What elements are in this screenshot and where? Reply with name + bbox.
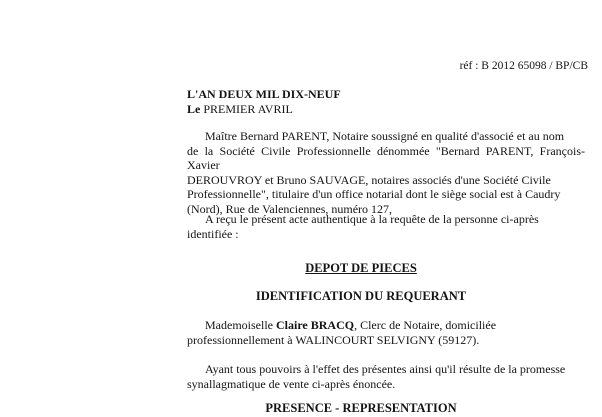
paragraph-line: synallagmatique de vente ci-après énoncée. bbox=[187, 376, 396, 391]
day-line bbox=[187, 102, 341, 117]
paragraph-line: de la Société Civile Professionnelle dénommée "Bernard PARENT, François-Xavier bbox=[187, 143, 585, 172]
notary-paragraph bbox=[187, 129, 585, 216]
day-text: PREMIER AVRIL bbox=[203, 102, 293, 116]
paragraph-line: DEROUVROY et Bruno SAUVAGE, notaires associés d'une Société Civile bbox=[187, 172, 551, 187]
requester-paragraph bbox=[187, 318, 585, 347]
paragraph-line: Ayant tous pouvoirs à l'effet des présentes ainsi qu'il résulte de la promesse bbox=[205, 362, 566, 376]
section-heading-depot: DEPOT DE PIECES bbox=[305, 261, 417, 275]
paragraph-line: Maître Bernard PARENT, Notaire soussigné en qualité d'associé et au nom bbox=[205, 129, 565, 143]
year-text: DEUX MIL DIX-NEUF bbox=[218, 87, 341, 101]
requester-details: , Clerc de Notaire, domiciliée bbox=[354, 318, 497, 332]
section-heading-identification: IDENTIFICATION DU REQUERANT bbox=[255, 289, 467, 303]
paragraph-line: A reçu le présent acte authentique à la requête de la personne ci-après bbox=[205, 212, 539, 226]
requester-name: Claire BRACQ bbox=[275, 318, 355, 332]
section-heading-presence: PRESENCE - REPRESENTATION bbox=[265, 401, 457, 415]
paragraph-line: Professionnelle", titulaire d'un office notarial dont le siège social est à Caudry bbox=[187, 187, 561, 201]
paragraph-line bbox=[187, 318, 585, 333]
reference-number: réf : B 2012 65098 / BP/CB bbox=[459, 60, 588, 72]
powers-paragraph bbox=[187, 362, 585, 391]
title-prefix: Mademoiselle bbox=[205, 318, 276, 332]
day-prefix: Le bbox=[187, 102, 204, 116]
request-paragraph bbox=[187, 212, 585, 241]
paragraph-line: professionnellement à WALINCOURT SELVIGNY (59127). bbox=[187, 332, 480, 347]
year-prefix: L'AN bbox=[187, 87, 219, 101]
act-date bbox=[187, 87, 341, 117]
year-line bbox=[187, 87, 341, 102]
paragraph-line: (Nord), Rue de Valenciennes, numéro 127, bbox=[187, 201, 393, 216]
paragraph-line: identifiée : bbox=[187, 226, 239, 241]
